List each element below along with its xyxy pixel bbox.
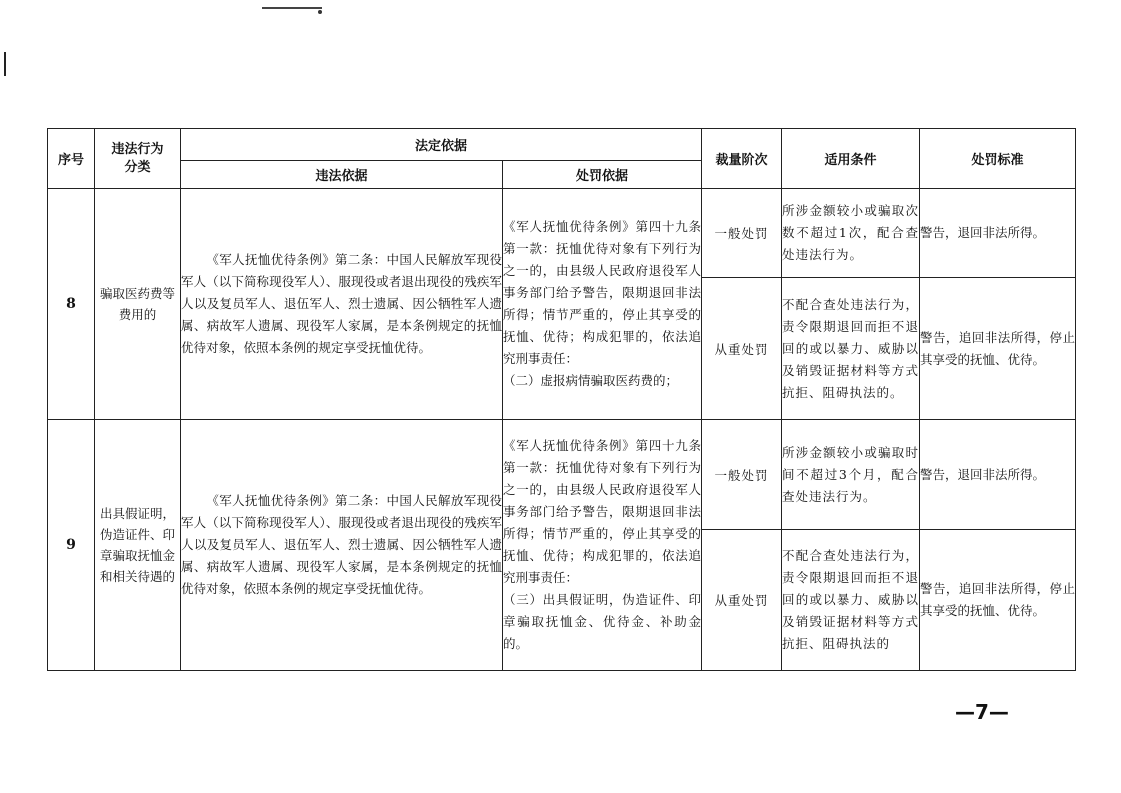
level-general: 一般处罚 xyxy=(702,420,782,530)
row-seq: 9 xyxy=(48,420,95,671)
row-seq: 8 xyxy=(48,189,95,420)
header-legal-basis: 法定依据 xyxy=(181,129,702,161)
header-seq: 序号 xyxy=(48,129,95,189)
row-penalty-basis xyxy=(503,420,702,671)
header-penalty-basis: 处罚依据 xyxy=(503,161,702,189)
header-discretion-level: 裁量阶次 xyxy=(702,129,782,189)
table-row xyxy=(48,189,1076,278)
violation-basis-text: 《军人抚恤优待条例》第二条：中国人民解放军现役军人（以下简称现役军人）、服现役或者退出现役的残疾军人以及复员军人、退伍军人、烈士遗属、因公牺牲军人遗属、病故军人遗属、现役军人家属，是本条例规定的抚恤优待对象，依照本条例的规定享受抚恤优待。 xyxy=(181,493,502,596)
header-conditions: 适用条件 xyxy=(782,129,920,189)
row-category xyxy=(95,420,181,671)
penalty-basis-text: 《军人抚恤优待条例》第四十九条第一款：抚恤优待对象有下列行为之一的，由县级人民政府退役军人事务部门给予警告，限期退回非法所得；情节严重的，停止其享受的抚恤、优待；构成犯罪的，依法追究刑事责任： xyxy=(503,438,702,585)
level-aggravated: 从重处罚 xyxy=(702,530,782,671)
scan-artifact xyxy=(262,7,322,9)
table-row xyxy=(48,420,1076,530)
condition-aggravated: 不配合查处违法行为，责令限期退回而拒不退回的或以暴力、威胁以及销毁证据材料等方式抗拒、阻碍执法的。 xyxy=(782,278,920,420)
page-number: —7— xyxy=(955,700,1009,724)
scan-artifact xyxy=(4,52,6,76)
row-violation-basis xyxy=(181,420,503,671)
condition-aggravated: 不配合查处违法行为，责令限期退回而拒不退回的或以暴力、威胁以及销毁证据材料等方式抗拒、阻碍执法的 xyxy=(782,530,920,671)
penalty-basis-text: 《军人抚恤优待条例》第四十九条第一款：抚恤优待对象有下列行为之一的，由县级人民政府退役军人事务部门给予警告，限期退回非法所得；情节严重的，停止其享受的抚恤、优待；构成犯罪的，依法追究刑事责任： xyxy=(503,219,702,366)
standard-aggravated: 警告，追回非法所得，停止其享受的抚恤、优待。 xyxy=(920,530,1076,671)
row-category-text: 出具假证明，伪造证件、印章骗取抚恤金和相关待遇的 xyxy=(99,506,175,584)
row-category-text: 骗取医药费等费用的 xyxy=(99,286,175,322)
penalty-item-text: （三）出具假证明，伪造证件、印章骗取抚恤金、优待金、补助金的。 xyxy=(503,592,702,651)
scan-artifact xyxy=(318,10,322,14)
condition-general: 所涉金额较小或骗取时间不超过3个月，配合查处违法行为。 xyxy=(782,420,920,530)
violation-basis-text: 《军人抚恤优待条例》第二条：中国人民解放军现役军人（以下简称现役军人）、服现役或者退出现役的残疾军人以及复员军人、退伍军人、烈士遗属、因公牺牲军人遗属、病故军人遗属、现役军人家属，是本条例规定的抚恤优待对象，依照本条例的规定享受抚恤优待。 xyxy=(181,252,502,355)
penalty-discretion-table xyxy=(47,128,1076,671)
standard-aggravated: 警告，追回非法所得，停止其享受的抚恤、优待。 xyxy=(920,278,1076,420)
level-aggravated: 从重处罚 xyxy=(702,278,782,420)
header-category: 违法行为分类 xyxy=(95,129,181,189)
standard-general: 警告，退回非法所得。 xyxy=(920,189,1076,278)
header-standard: 处罚标准 xyxy=(920,129,1076,189)
row-penalty-basis xyxy=(503,189,702,420)
condition-general: 所涉金额较小或骗取次数不超过1次，配合查处违法行为。 xyxy=(782,189,920,278)
row-violation-basis xyxy=(181,189,503,420)
level-general: 一般处罚 xyxy=(702,189,782,278)
standard-general: 警告，退回非法所得。 xyxy=(920,420,1076,530)
header-violation-basis: 违法依据 xyxy=(181,161,503,189)
penalty-item-text: （二）虚报病情骗取医药费的； xyxy=(503,373,679,388)
row-category xyxy=(95,189,181,420)
